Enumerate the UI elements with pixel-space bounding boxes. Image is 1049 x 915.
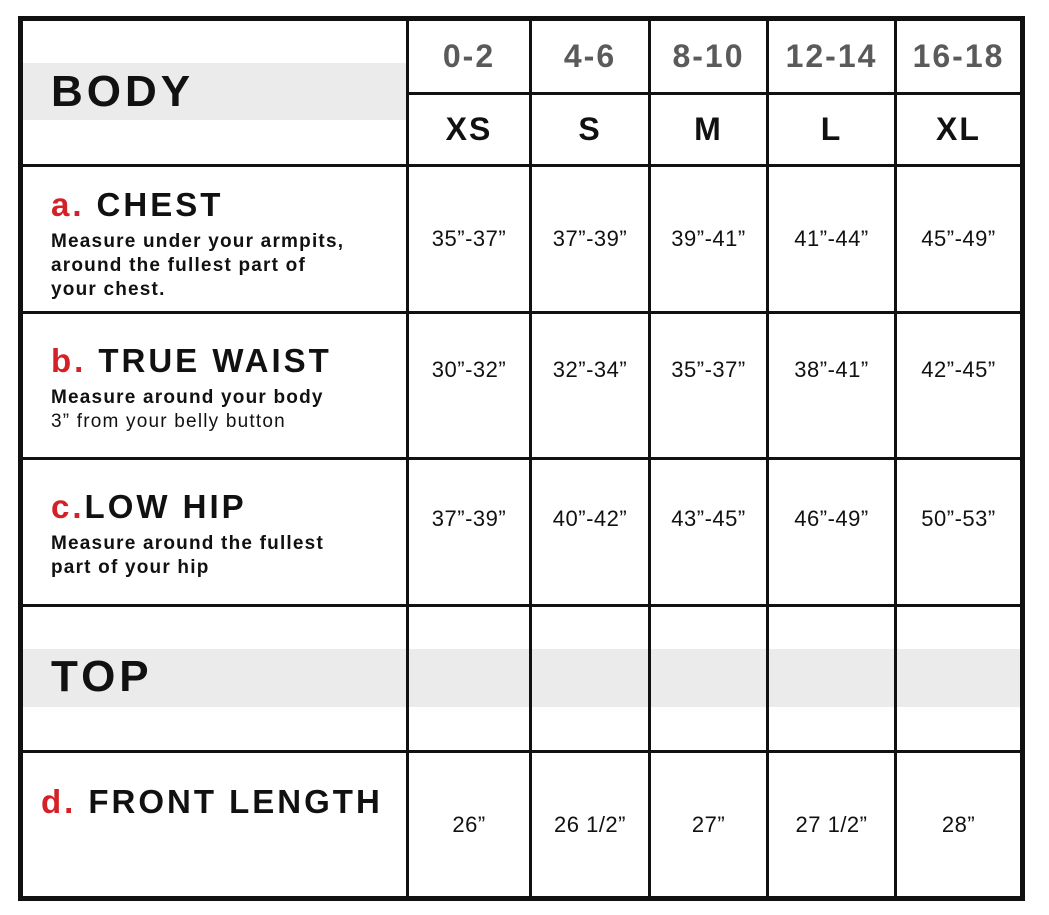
description-line: your chest. [51,279,166,300]
front-length-value-xl: 28” [941,811,976,837]
description-line: Measure around the fullest [51,533,324,554]
row-label-true-waist [51,342,332,434]
size-label-s: S [578,111,602,147]
front-length-value-l: 27 1/2” [795,811,868,837]
grid-line [23,604,1020,607]
row-title: LOW HIP [84,488,247,525]
top-section-band [23,649,1020,707]
row-description [51,532,324,580]
section-title-body: BODY [51,67,195,116]
front-length-value-m: 27” [691,811,726,837]
description-line: Measure under your armpits, [51,231,345,252]
row-description [51,386,332,434]
waist-value-s: 32”-34” [552,356,628,382]
row-label-low-hip [51,488,324,580]
row-letter: a. [51,186,85,223]
chest-value-xl: 45”-49” [921,226,996,251]
age-range-16-18: 16-18 [912,38,1005,74]
row-title: TRUE WAIST [98,342,332,379]
hip-value-s: 40”-42” [552,506,628,531]
size-label-xs: XS [445,111,493,147]
waist-value-m: 35”-37” [671,356,746,382]
waist-value-xs: 30”-32” [431,356,507,382]
age-range-8-10: 8-10 [672,38,745,74]
chest-value-m: 39”-41” [671,226,746,251]
row-label-chest [51,186,344,302]
age-range-4-6: 4-6 [563,38,617,74]
size-chart [18,16,1025,901]
front-length-value-s: 26 1/2” [554,811,626,837]
row-description [51,230,344,302]
chest-value-xs: 35”-37” [431,226,507,251]
waist-value-l: 38”-41” [794,356,869,382]
waist-value-xl: 42”-45” [921,356,996,382]
description-line: around the fullest part of [51,255,306,276]
chest-value-s: 37”-39” [552,226,628,251]
row-letter: d. [41,783,77,820]
size-label-l: L [820,111,843,147]
row-label-front-length [41,783,383,821]
hip-value-l: 46”-49” [794,506,869,531]
description-line: part of your hip [51,557,210,578]
chest-value-l: 41”-44” [794,226,869,251]
hip-value-m: 43”-45” [671,506,746,531]
hip-value-xl: 50”-53” [921,506,996,531]
row-letter: c. [51,488,85,525]
age-range-0-2: 0-2 [442,38,496,74]
row-title: CHEST [96,186,224,223]
front-length-value-xs: 26” [452,811,486,837]
age-range-12-14: 12-14 [785,38,878,74]
section-title-top: TOP [51,652,153,701]
size-label-xl: XL [936,111,981,147]
hip-value-xs: 37”-39” [431,506,507,531]
description-line: Measure around your body [51,387,324,408]
size-label-m: M [694,111,723,147]
description-line: 3” from your belly button [51,411,286,432]
row-letter: b. [51,342,87,379]
row-title: FRONT LENGTH [88,783,383,820]
